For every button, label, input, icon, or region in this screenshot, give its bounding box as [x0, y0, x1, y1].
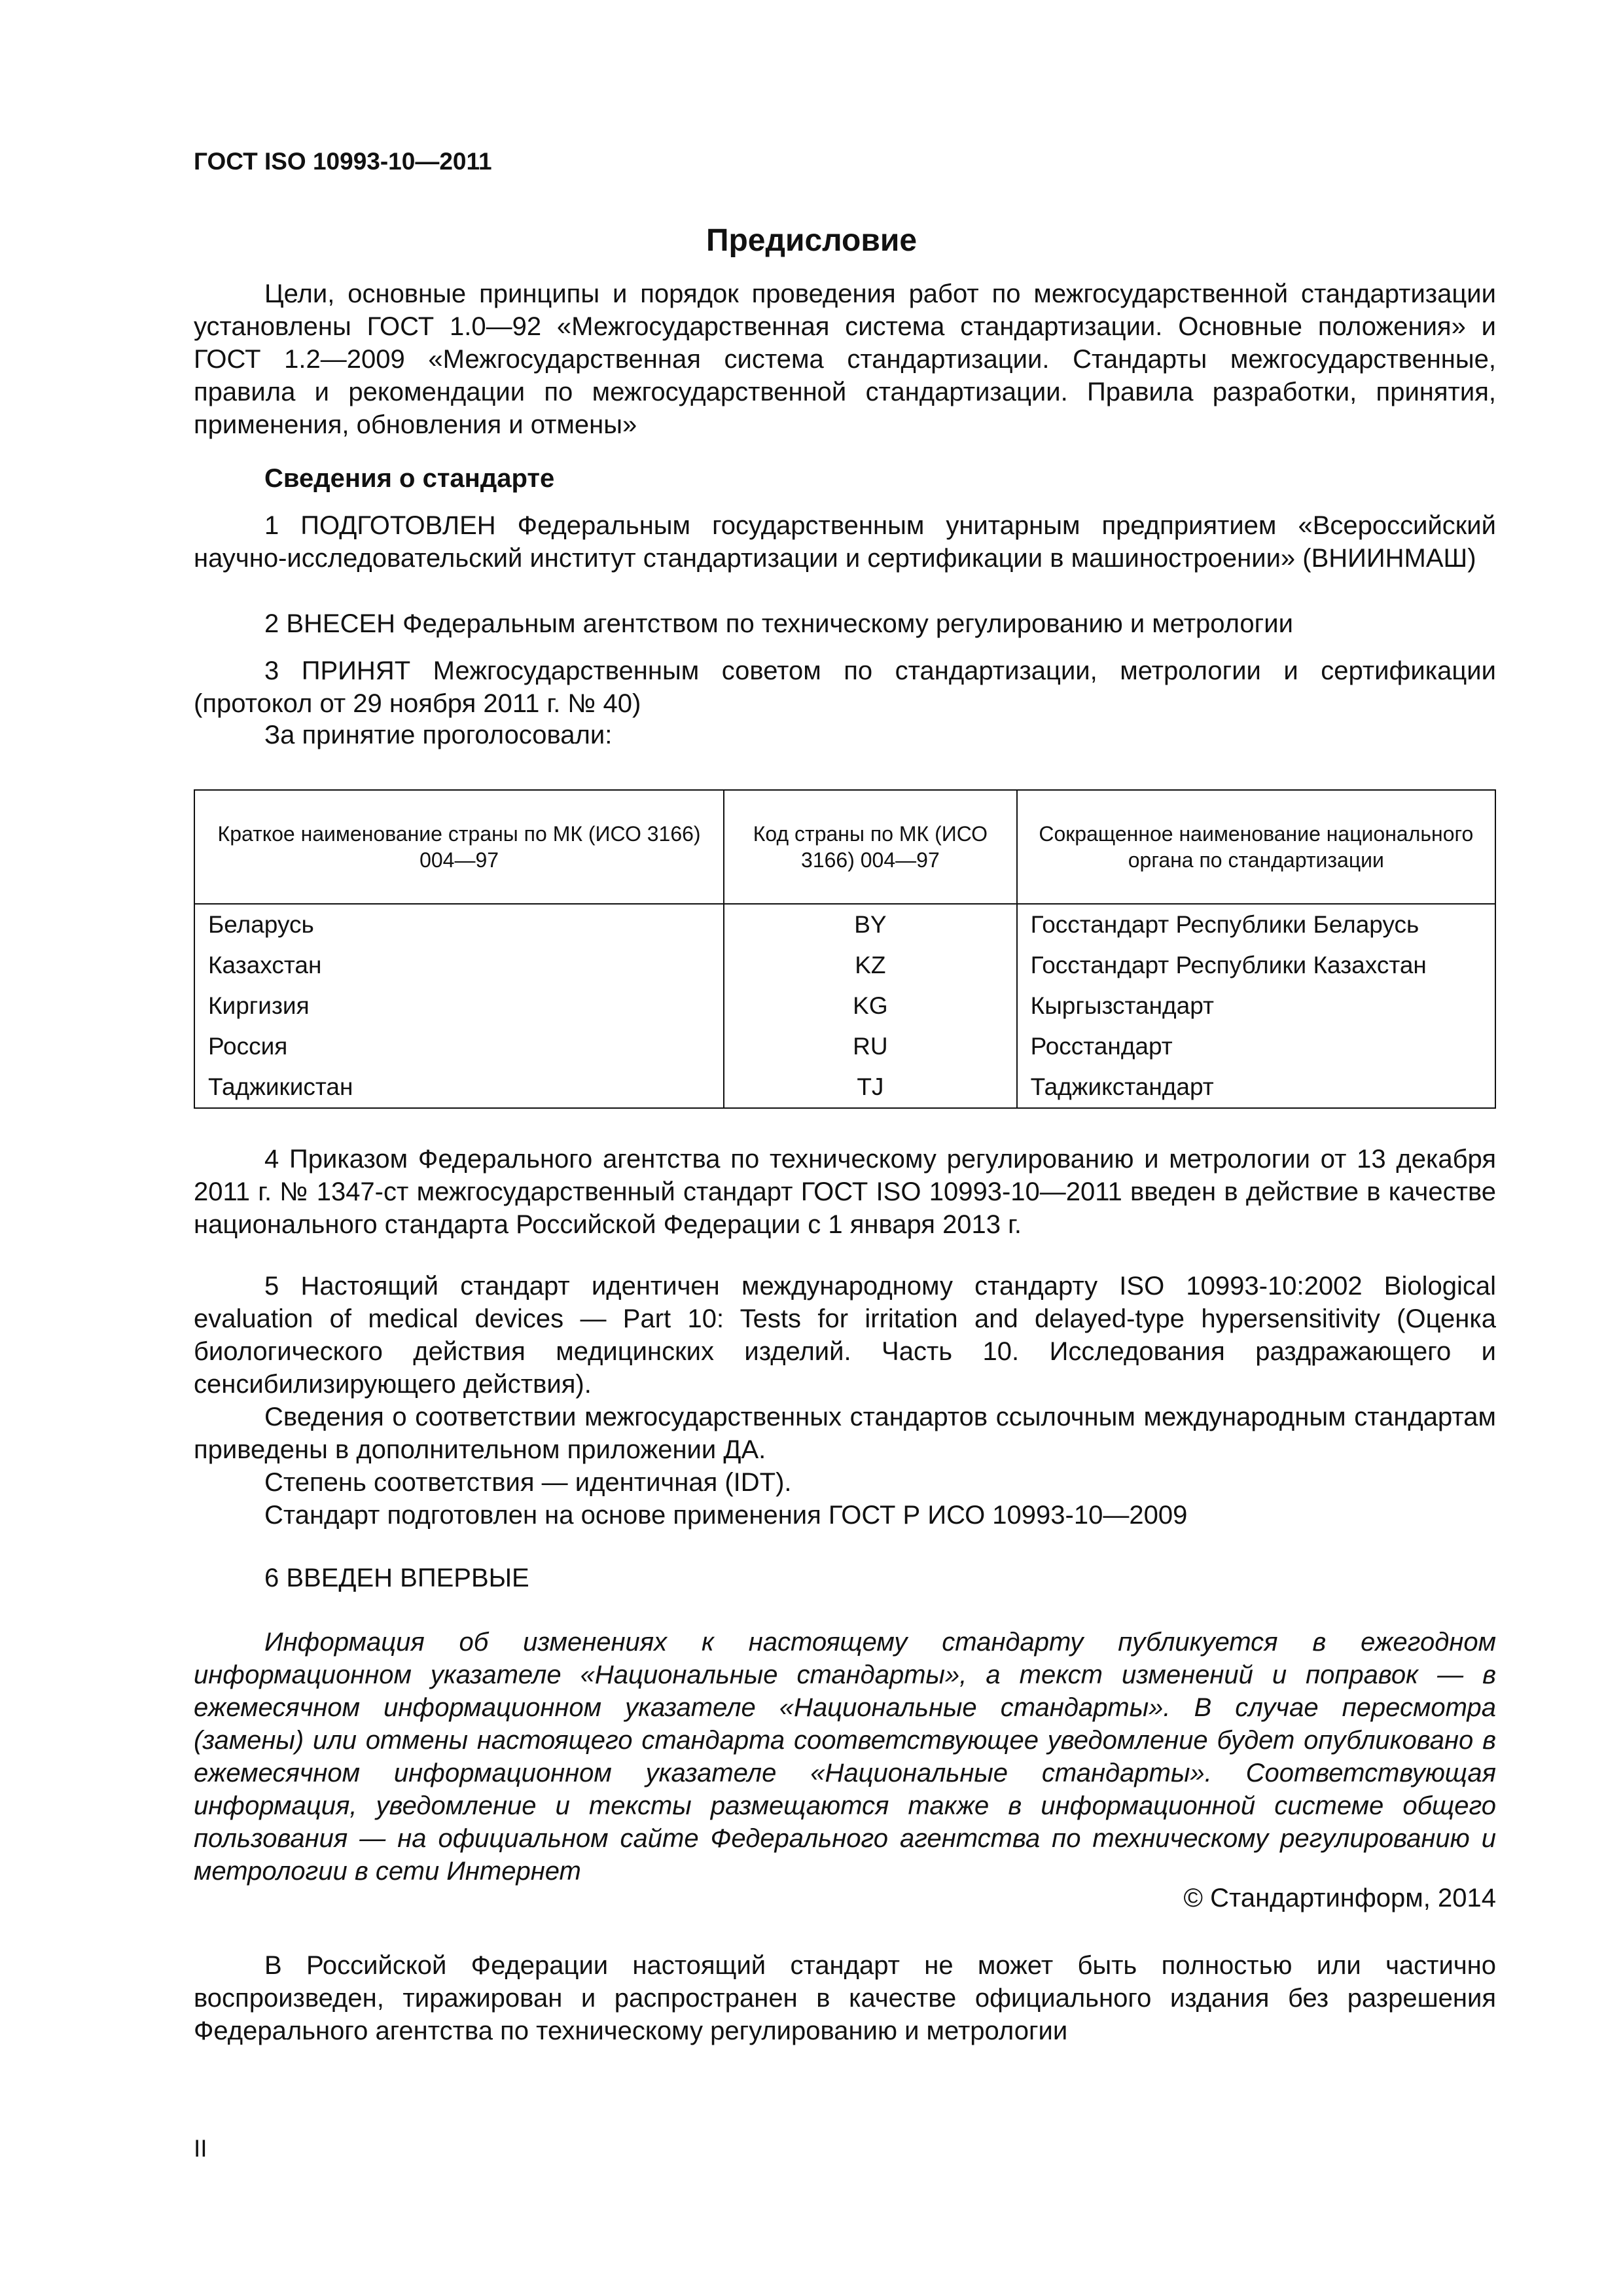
cell-country: Казахстан	[194, 945, 724, 986]
item-6-paragraph: 6 ВВЕДЕН ВПЕРВЫЕ	[264, 1564, 529, 1592]
cell-code: BY	[724, 904, 1017, 945]
cell-code: KZ	[724, 945, 1017, 986]
cell-country: Россия	[194, 1026, 724, 1067]
item-5-degree: Степень соответствия — идентичная (IDT).	[264, 1468, 792, 1497]
cell-country: Беларусь	[194, 904, 724, 945]
table-row	[194, 945, 1495, 986]
table-row	[194, 1067, 1495, 1108]
item-5-paragraph: 5 Настоящий стандарт идентичен международному стандарту ISO 10993-10:2002 Biological evaluation of medical devices — Part 10: Tests for irritation and delayed-type hypersensitivity (Оценка биологического действия медицинских изделий. Часть 10. Исследования раздражающего и сенсибилизирующего действия).	[194, 1272, 1496, 1399]
table-header-row	[194, 790, 1495, 904]
page-number: II	[194, 2135, 207, 2162]
cell-country: Таджикистан	[194, 1067, 724, 1108]
header-code: Код страны по МК (ИСО 3166) 004—97	[724, 790, 1017, 904]
item-2-paragraph: 2 ВНЕСЕН Федеральным агентством по техническому регулированию и метрологии	[264, 609, 1293, 638]
item-5-basis: Стандарт подготовлен на основе применения ГОСТ Р ИСО 10993-10—2009	[264, 1501, 1188, 1530]
voted-label: За принятие проголосовали:	[264, 721, 613, 749]
info-heading: Сведения о стандарте	[264, 464, 555, 493]
page-title: Предисловие	[705, 223, 918, 258]
cell-body: Госстандарт Республики Беларусь	[1017, 904, 1495, 945]
header-country: Краткое наименование страны по МК (ИСО 3166) 004—97	[194, 790, 724, 904]
item-3-paragraph: 3 ПРИНЯТ Межгосударственным советом по стандартизации, метрологии и сертификации (протокол от 29 ноября 2011 г. № 40)	[194, 656, 1496, 718]
cell-code: TJ	[724, 1067, 1017, 1108]
cell-code: RU	[724, 1026, 1017, 1067]
cell-body: Госстандарт Республики Казахстан	[1017, 945, 1495, 986]
item-1-paragraph: 1 ПОДГОТОВЛЕН Федеральным государственным унитарным предприятием «Всероссийский научно-исследовательский институт стандартизации и сертификации в машиностроении» (ВНИИНМАШ)	[194, 511, 1496, 573]
table-row	[194, 986, 1495, 1026]
cell-code: KG	[724, 986, 1017, 1026]
header-body: Сокращенное наименование национального органа по стандартизации	[1017, 790, 1495, 904]
document-header: ГОСТ ISO 10993-10—2011	[194, 148, 492, 175]
cell-body: Кыргызстандарт	[1017, 986, 1495, 1026]
intro-paragraph: Цели, основные принципы и порядок проведения работ по межгосударственной стандартизации установлены ГОСТ 1.0—92 «Межгосударственная система стандартизации. Основные положения» и ГОСТ 1.2—2009 «Межгосударственная система стандартизации. Стандарты межгосударственные, правила и рекомендации по межгосударственной стандартизации. Правила разработки, принятия, применения, обновления и отмены»	[194, 279, 1496, 439]
countries-table	[194, 789, 1496, 1109]
table-row	[194, 904, 1495, 945]
copyright-line: © Стандартинформ, 2014	[1183, 1884, 1496, 1912]
table-row	[194, 1026, 1495, 1067]
cell-body: Росстандарт	[1017, 1026, 1495, 1067]
item-4-paragraph: 4 Приказом Федерального агентства по техническому регулированию и метрологии от 13 декабря 2011 г. № 1347-ст межгосударственный стандарт ГОСТ ISO 10993-10—2011 введен в действие в качестве национального стандарта Российской Федерации с 1 января 2013 г.	[194, 1145, 1496, 1239]
cell-country: Киргизия	[194, 986, 724, 1026]
restriction-paragraph: В Российской Федерации настоящий стандарт не может быть полностью или частично воспроизведен, тиражирован и распространен в качестве официального издания без разрешения Федерального агентства по техническому регулированию и метрологии	[194, 1951, 1496, 2045]
cell-body: Таджикстандарт	[1017, 1067, 1495, 1108]
item-5-refs-paragraph: Сведения о соответствии межгосударственных стандартов ссылочным международным стандартам приведены в дополнительном приложении ДА.	[194, 1403, 1496, 1464]
changes-info-paragraph: Информация об изменениях к настоящему стандарту публикуется в ежегодном информационном указателе «Национальные стандарты», а текст изменений и поправок — в ежемесячном информационном указателе «Национальные стандарты». В случае пересмотра (замены) или отмены настоящего стандарта соответствующее уведомление будет опубликовано в ежемесячном информационном указателе «Национальные стандарты». Соответствующая информация, уведомление и тексты размещаются также в информационной системе общего пользования — на официальном сайте Федерального агентства по техническому регулированию и метрологии в сети Интернет	[194, 1628, 1496, 1886]
